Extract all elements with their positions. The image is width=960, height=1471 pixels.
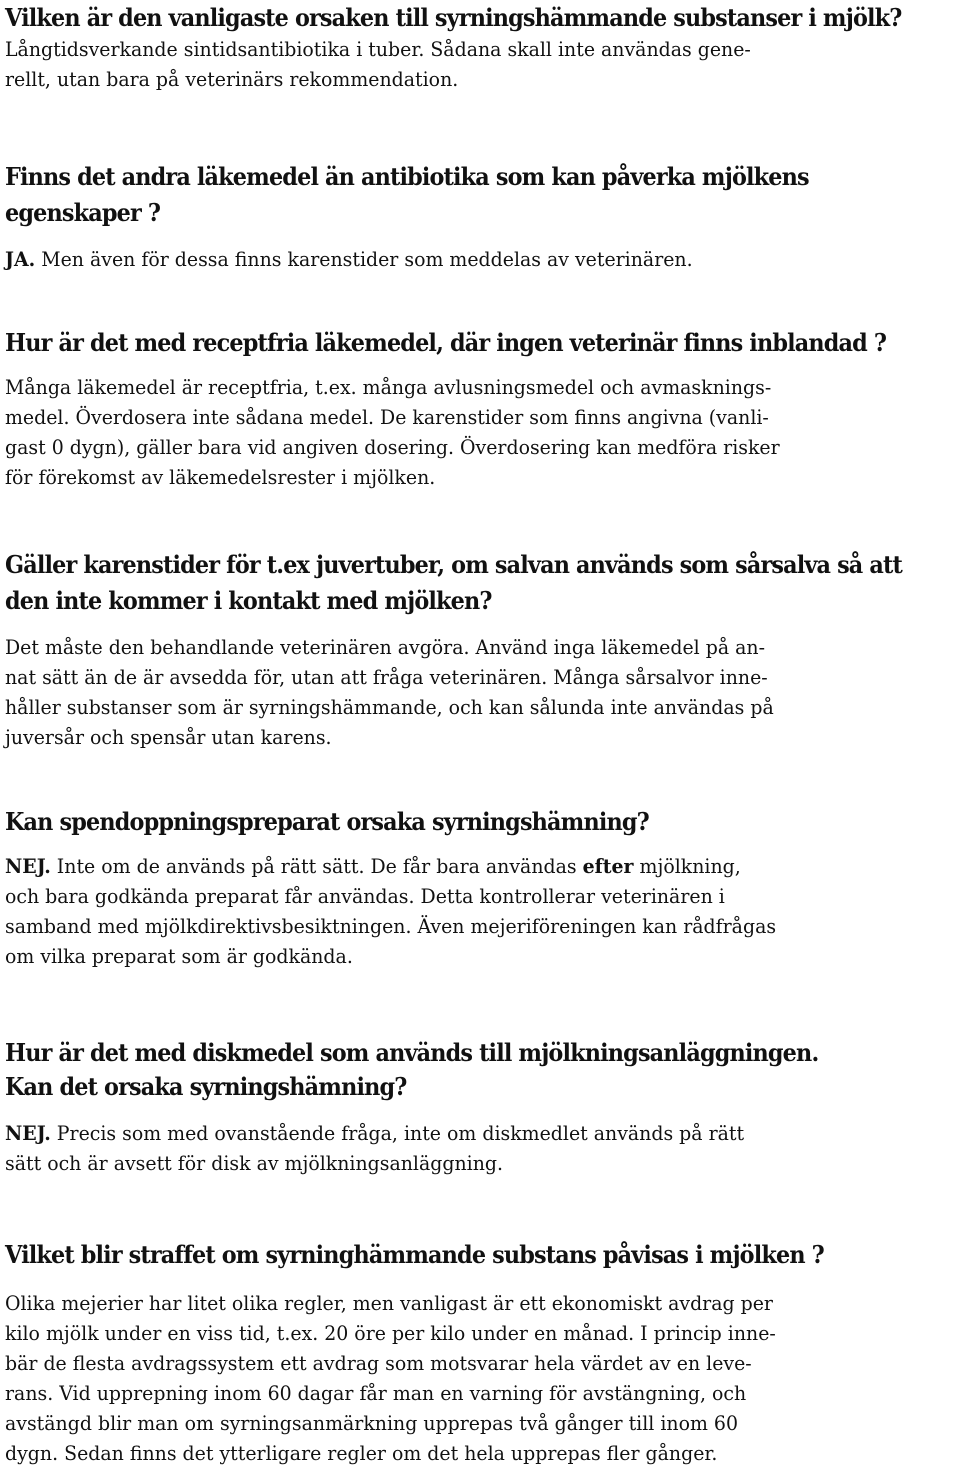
faq-question-continued (5, 583, 492, 619)
question-line: Vilket blir straffet om syrninghämmande substans påvisas i mjölken ? (5, 1240, 824, 1269)
answer-lead: NEJ. (5, 855, 51, 878)
faq-question (5, 1237, 824, 1273)
faq-question (5, 547, 902, 583)
answer-line: bär de flesta avdragssystem ett avdrag som motsvarar hela värdet av en leve- (5, 1352, 752, 1375)
answer-line: och bara godkända preparat får användas. Detta kontrollerar veterinären i (5, 885, 725, 908)
answer-text: Inte om de används på rätt sätt. De får bara användas (50, 855, 583, 878)
faq-answer (5, 1119, 936, 1179)
faq-question (5, 0, 902, 36)
question-line: Kan spendoppningspreparat orsaka syrningshämning? (5, 807, 649, 836)
faq-answer (5, 1289, 936, 1469)
answer-lead: NEJ. (5, 1122, 51, 1145)
question-line: Vilken är den vanligaste orsaken till syrningshämmande substanser i mjölk? (5, 3, 902, 32)
answer-line: samband med mjölkdirektivsbesiktningen. Även mejeriföreningen kan rådfrågas (5, 915, 777, 938)
question-line: Gäller karenstider för t.ex juvertuber, om salvan används som sårsalva så att (5, 550, 902, 579)
faq-answer (5, 245, 936, 275)
faq-question (5, 804, 649, 840)
question-line: Hur är det med receptfria läkemedel, där ingen veterinär finns inblandad ? (5, 328, 887, 357)
answer-lead: JA. (5, 248, 36, 271)
answer-emphasis: efter (582, 855, 634, 878)
answer-line: kilo mjölk under en viss tid, t.ex. 20 öre per kilo under en månad. I princip inne- (5, 1322, 776, 1345)
answer-line (5, 245, 936, 275)
faq-question-continued (5, 1069, 407, 1105)
answer-line: avstängd blir man om syrningsanmärkning upprepas två gånger till inom 60 (5, 1412, 738, 1435)
answer-line: Många läkemedel är receptfria, t.ex. många avlusningsmedel och avmasknings- (5, 376, 772, 399)
answer-line: nat sätt än de är avsedda för, utan att fråga veterinären. Många sårsalvor inne- (5, 666, 768, 689)
question-line: Hur är det med diskmedel som används till mjölkningsanläggningen. (5, 1038, 819, 1067)
faq-question-continued (5, 195, 160, 231)
answer-line: dygn. Sedan finns det ytterligare regler om det hela upprepas fler gånger. (5, 1442, 718, 1465)
answer-line: Långtidsverkande sintidsantibiotika i tuber. Sådana skall inte användas gene- (5, 38, 751, 61)
answer-line: Olika mejerier har litet olika regler, men vanligast är ett ekonomiskt avdrag per (5, 1292, 773, 1315)
answer-line: håller substanser som är syrningshämmande, och kan sålunda inte användas på (5, 696, 774, 719)
question-line: den inte kommer i kontakt med mjölken? (5, 586, 492, 615)
answer-line (5, 1119, 936, 1149)
answer-line: sätt och är avsett för disk av mjölkningsanläggning. (5, 1152, 504, 1175)
answer-text: Precis som med ovanstående fråga, inte om diskmedlet används på rätt (50, 1122, 745, 1145)
answer-line: rellt, utan bara på veterinärs rekommendation. (5, 68, 459, 91)
faq-question (5, 1035, 818, 1071)
faq-answer (5, 852, 936, 972)
answer-line: om vilka preparat som är godkända. (5, 945, 353, 968)
question-line: egenskaper ? (5, 198, 161, 227)
answer-line: för förekomst av läkemedelsrester i mjölken. (5, 466, 436, 489)
answer-line: juversår och spensår utan karens. (5, 726, 332, 749)
answer-text: mjölkning, (633, 855, 741, 878)
faq-answer (5, 35, 936, 95)
answer-line: medel. Överdosera inte sådana medel. De karenstider som finns angivna (vanli- (5, 406, 769, 429)
answer-line: rans. Vid upprepning inom 60 dagar får man en varning för avstängning, och (5, 1382, 747, 1405)
faq-question (5, 325, 886, 361)
question-line: Finns det andra läkemedel än antibiotika som kan påverka mjölkens (5, 162, 809, 191)
answer-line (5, 852, 936, 882)
faq-question (5, 159, 809, 195)
answer-line: gast 0 dygn), gäller bara vid angiven dosering. Överdosering kan medföra risker (5, 436, 780, 459)
answer-text: Men även för dessa finns karenstider som meddelas av veterinären. (35, 248, 693, 271)
faq-answer (5, 373, 936, 493)
question-line: Kan det orsaka syrningshämning? (5, 1072, 407, 1101)
faq-answer (5, 633, 936, 753)
answer-line: Det måste den behandlande veterinären avgöra. Använd inga läkemedel på an- (5, 636, 765, 659)
